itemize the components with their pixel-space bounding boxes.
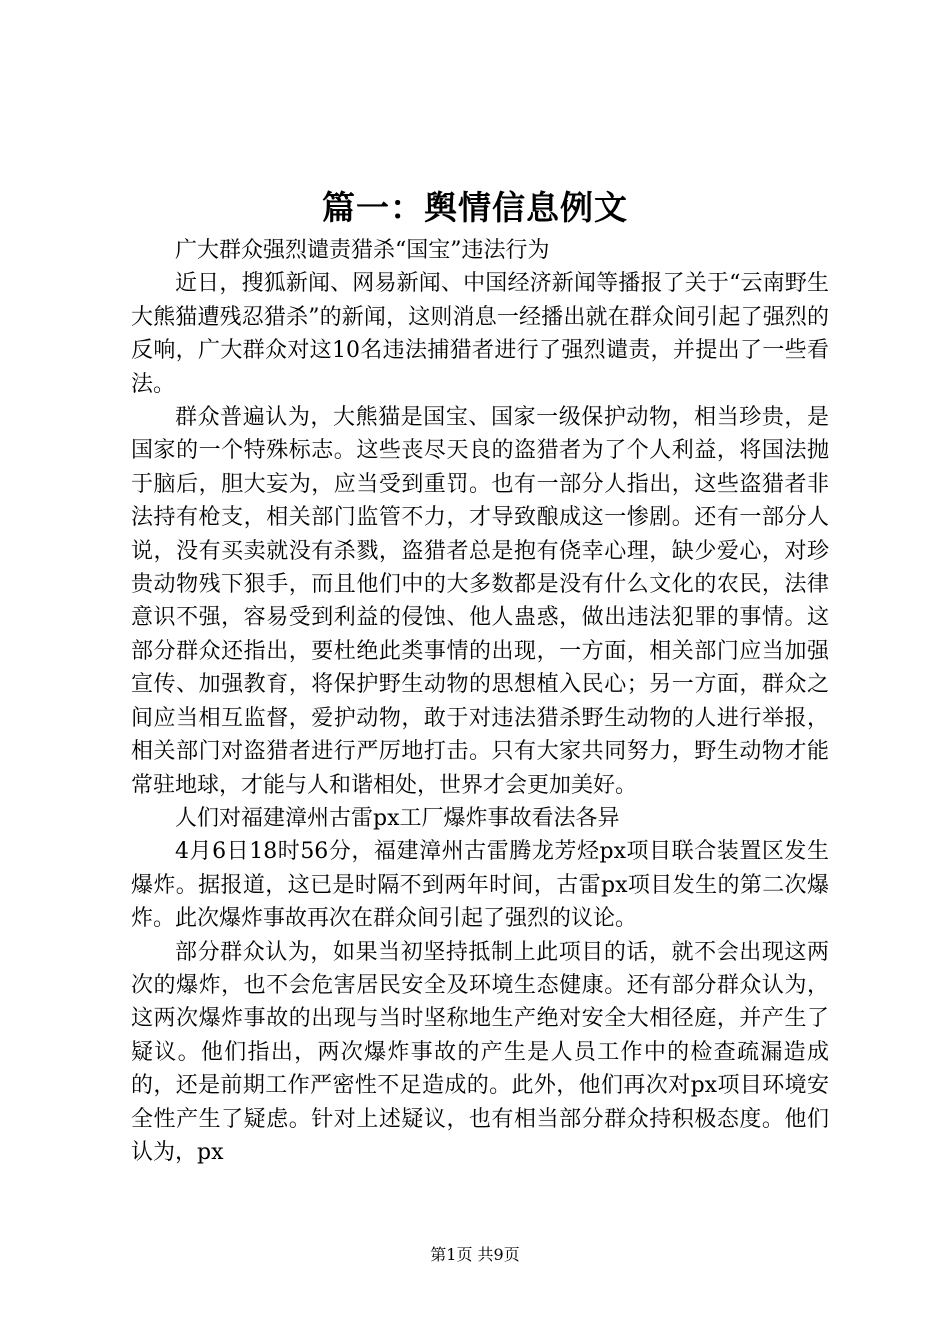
document-title: 篇一：舆情信息例文 xyxy=(322,188,628,227)
page-footer: 第1页 共9页 xyxy=(430,1245,520,1264)
paragraph: 群众普遍认为，大熊猫是国宝、国家一级保护动物，相当珍贵，是国家的一个特殊标志。这些丧尽天良的盗猎者为了个人利益，将国法抛于脑后，胆大妄为，应当受到重罚。也有一部分人指出，这些盗猎者非法持有枪支，相关部门监管不力，才导致酿成这一惨剧。还有一部分人说，没有买卖就没有杀戮，盗猎者总是抱有侥幸心理，缺少爱心，对珍贵动物残下狠手，而且他们中的大多数都是没有什么文化的农民，法律意识不强，容易受到利益的侵蚀、他人蛊惑，做出违法犯罪的事情。这部分群众还指出，要杜绝此类事情的出现，一方面，相关部门应当加强宣传、加强教育，将保护野生动物的思想植入民心；另一方面，群众之间应当相互监督，爱护动物，敢于对违法猎杀野生动物的人进行举报，相关部门对盗猎者进行严厉地打击。只有大家共同努力，野生动物才能常驻地球，才能与人和谐相处，世界才会更加美好。 xyxy=(131,405,829,798)
paragraph-heading-px-explosion: 人们对福建漳州古雷px工厂爆炸事故看法各异 xyxy=(175,805,620,831)
paragraph: 近日，搜狐新闻、网易新闻、中国经济新闻等播报了关于“云南野生大熊猫遭残忍猎杀”的新闻，这则消息一经播出就在群众间引起了强烈的反响，广大群众对这10名违法捕猎者进行了强烈谴责，并提出了一些看法。 xyxy=(131,271,829,397)
paragraph: 4月6日18时56分，福建漳州古雷腾龙芳烃px项目联合装置区发生爆炸。据报道，这已是时隔不到两年时间，古雷px项目发生的第二次爆炸。此次爆炸事故再次在群众间引起了强烈的议论。 xyxy=(131,839,829,932)
paragraph-heading-panda: 广大群众强烈谴责猎杀“国宝”违法行为 xyxy=(175,238,550,263)
document-body xyxy=(131,234,829,1169)
paragraph: 部分群众认为，如果当初坚持抵制上此项目的话，就不会出现这两次的爆炸，也不会危害居民安全及环境生态健康。还有部分群众认为，这两次爆炸事故的出现与当时坚称地生产绝对安全大相径庭，并产生了疑议。他们指出，两次爆炸事故的产生是人员工作中的检查疏漏造成的，还是前期工作严密性不足造成的。此外，他们再次对px项目环境安全性产生了疑虑。针对上述疑议，也有相当部分群众持积极态度。他们认为，px xyxy=(131,939,829,1165)
